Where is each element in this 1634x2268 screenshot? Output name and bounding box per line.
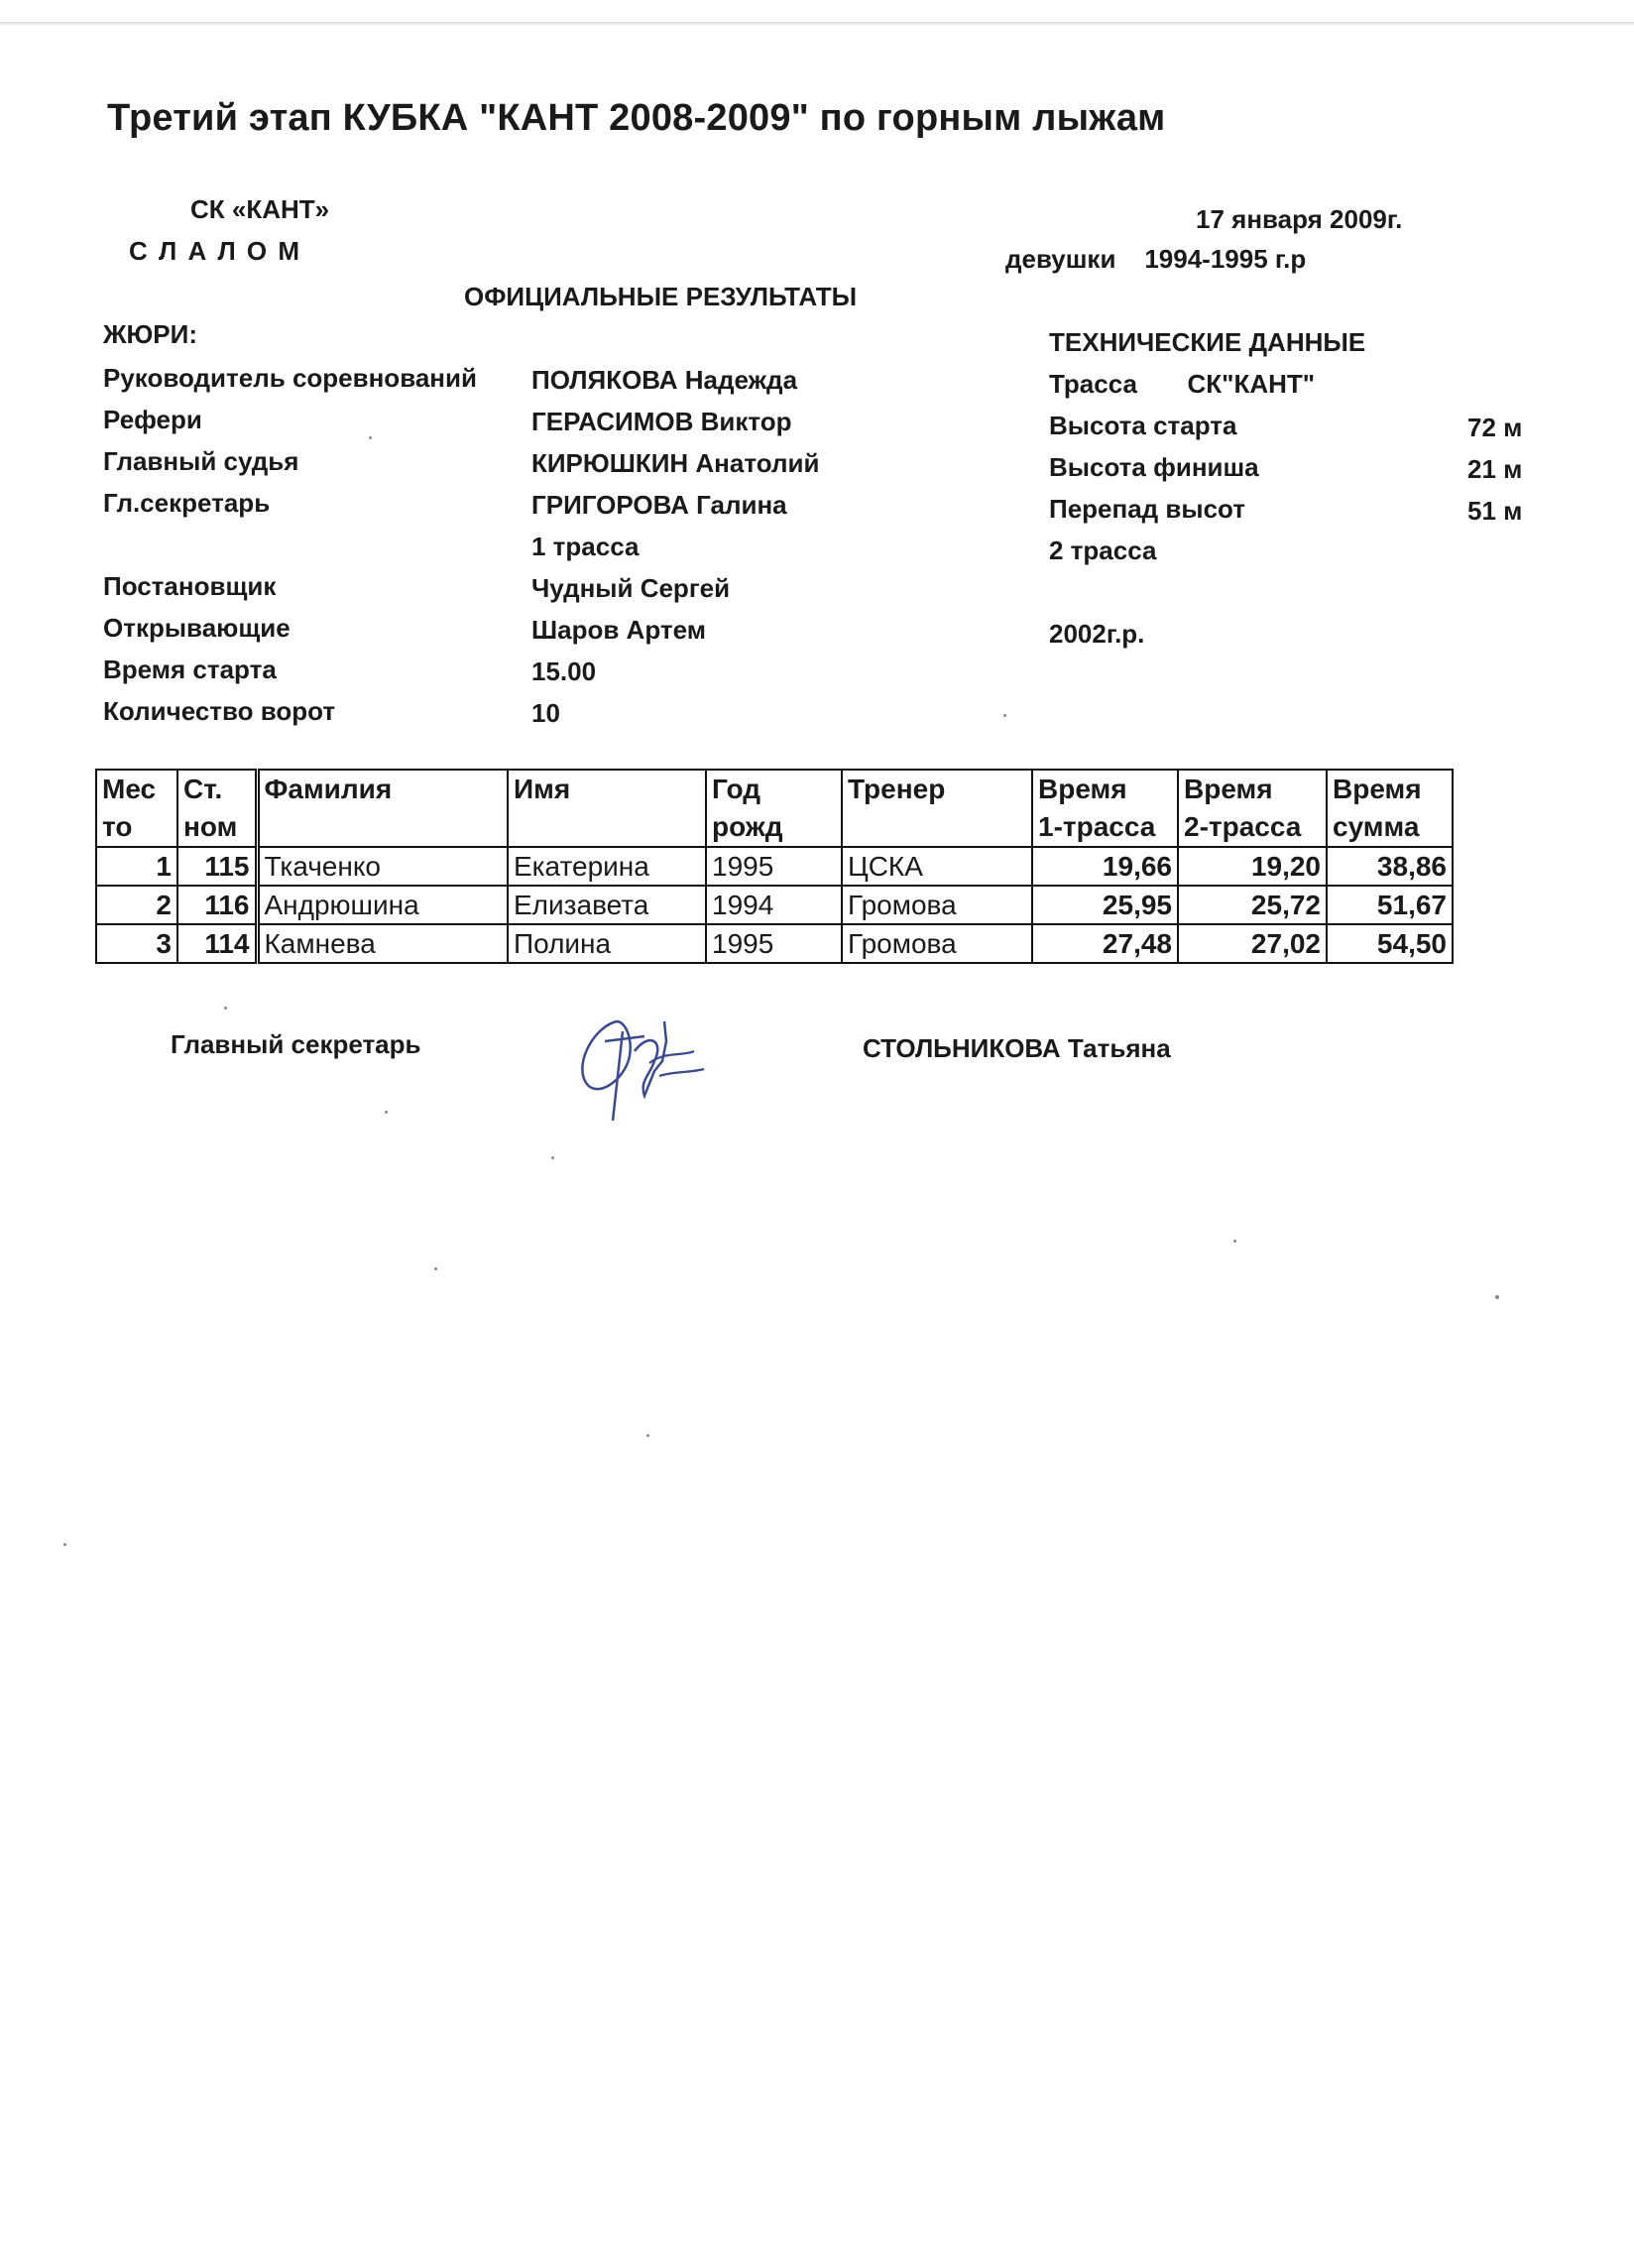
jury-value: 10 xyxy=(531,698,560,728)
coach-cell: ЦСКА xyxy=(842,847,1032,886)
bib-cell: 115 xyxy=(177,847,257,886)
scan-speck xyxy=(63,1543,66,1546)
tech-label: Высота старта xyxy=(1049,411,1237,440)
place-cell: 2 xyxy=(96,886,177,924)
scan-speck xyxy=(434,1267,437,1270)
tech-label: Перепад высот xyxy=(1049,494,1245,524)
surname-cell: Ткаченко xyxy=(257,847,508,886)
scan-speck xyxy=(551,1156,554,1159)
total-cell: 38,86 xyxy=(1327,847,1453,886)
table-header-row xyxy=(96,770,1453,808)
total-cell: 51,67 xyxy=(1327,886,1453,924)
header-cell: Год xyxy=(706,770,842,808)
jury-label: Постановщик xyxy=(103,571,277,601)
header-cell: 2-трасса xyxy=(1178,808,1327,847)
coach-cell: Громова xyxy=(842,924,1032,963)
footer-name: СТОЛЬНИКОВА Татьяна xyxy=(863,1033,1171,1063)
jury-label: Рефери xyxy=(103,405,202,434)
official-results-heading: ОФИЦИАЛЬНЫЕ РЕЗУЛЬТАТЫ xyxy=(464,282,858,311)
discipline: С Л А Л О М xyxy=(129,236,302,266)
table-row xyxy=(96,847,1453,886)
coach-cell: Громова xyxy=(842,886,1032,924)
jury-value: 15.00 xyxy=(531,657,597,686)
surname-cell: Камнева xyxy=(257,924,508,963)
header-cell: Тренер xyxy=(842,770,1032,808)
scan-speck xyxy=(1495,1295,1499,1299)
header-cell xyxy=(257,808,508,847)
bib-cell: 114 xyxy=(177,924,257,963)
jury-value: Шаров Артем xyxy=(531,615,706,645)
results-table xyxy=(95,769,1454,964)
signature-mark xyxy=(555,1002,724,1131)
tech-heading: ТЕХНИЧЕСКИЕ ДАННЫЕ xyxy=(1049,327,1366,357)
tech-value: 72 м xyxy=(1467,413,1523,442)
name-cell: Елизавета xyxy=(508,886,706,924)
table-row xyxy=(96,886,1453,924)
year-cell: 1994 xyxy=(706,886,842,924)
header-cell: сумма xyxy=(1327,808,1453,847)
jury-value: Чудный Сергей xyxy=(531,573,731,603)
jury-value: ГРИГОРОВА Галина xyxy=(531,490,787,520)
jury-label: Главный судья xyxy=(103,446,299,476)
place-cell: 1 xyxy=(96,847,177,886)
year-cell: 1995 xyxy=(706,924,842,963)
bib-cell: 116 xyxy=(177,886,257,924)
jury-value: КИРЮШКИН Анатолий xyxy=(531,448,820,478)
tech-track2: 2 трасса xyxy=(1049,536,1157,565)
table-header-row xyxy=(96,808,1453,847)
header-cell: 1-трасса xyxy=(1032,808,1178,847)
tech-label: Высота финиша xyxy=(1049,452,1259,482)
run1-cell: 27,48 xyxy=(1032,924,1178,963)
scan-speck xyxy=(224,1007,227,1010)
header-cell: Имя xyxy=(508,770,706,808)
header-cell: рожд xyxy=(706,808,842,847)
run2-cell: 27,02 xyxy=(1178,924,1327,963)
total-cell: 54,50 xyxy=(1327,924,1453,963)
jury-label: Количество ворот xyxy=(103,696,336,726)
name-cell: Екатерина xyxy=(508,847,706,886)
scan-speck xyxy=(1003,714,1006,717)
header-cell: Фамилия xyxy=(257,770,508,808)
header-cell: Время xyxy=(1032,770,1178,808)
jury-label: Время старта xyxy=(103,655,277,684)
scan-speck xyxy=(385,1111,388,1114)
run1-cell: 25,95 xyxy=(1032,886,1178,924)
jury-label: Гл.секретарь xyxy=(103,488,271,518)
header-cell xyxy=(508,808,706,847)
header-cell: Время xyxy=(1327,770,1453,808)
tech-value: 51 м xyxy=(1467,496,1523,526)
jury-value: ГЕРАСИМОВ Виктор xyxy=(531,407,792,436)
club-name: СК «КАНТ» xyxy=(190,194,330,224)
header-cell xyxy=(842,808,1032,847)
table-row xyxy=(96,924,1453,963)
header-cell: то xyxy=(96,808,177,847)
surname-cell: Андрюшина xyxy=(257,886,508,924)
run2-cell: 19,20 xyxy=(1178,847,1327,886)
jury-label: Руководитель соревнований xyxy=(103,363,477,393)
place-cell: 3 xyxy=(96,924,177,963)
header-cell: Время xyxy=(1178,770,1327,808)
scan-speck xyxy=(369,436,372,439)
event-date: 17 января 2009г. xyxy=(1196,204,1403,234)
jury-label: Открывающие xyxy=(103,613,291,643)
header-cell: ном xyxy=(177,808,257,847)
name-cell: Полина xyxy=(508,924,706,963)
footer-label: Главный секретарь xyxy=(171,1029,421,1059)
tech-year: 2002г.р. xyxy=(1049,619,1145,649)
jury-value: 1 трасса xyxy=(531,532,640,561)
scan-speck xyxy=(646,1434,649,1437)
year-cell: 1995 xyxy=(706,847,842,886)
jury-value: ПОЛЯКОВА Надежда xyxy=(531,365,798,395)
scan-speck xyxy=(1233,1240,1236,1243)
header-cell: Ст. xyxy=(177,770,257,808)
jury-heading: ЖЮРИ: xyxy=(103,319,197,349)
tech-track: Трасса СК"КАНТ" xyxy=(1049,369,1316,399)
run1-cell: 19,66 xyxy=(1032,847,1178,886)
scan-edge xyxy=(0,22,1634,26)
run2-cell: 25,72 xyxy=(1178,886,1327,924)
header-cell: Мес xyxy=(96,770,177,808)
category: девушки 1994-1995 г.р xyxy=(1005,244,1307,274)
document-title: Третий этап КУБКА "КАНТ 2008-2009" по горным лыжам xyxy=(107,97,1166,139)
tech-value: 21 м xyxy=(1467,454,1523,484)
